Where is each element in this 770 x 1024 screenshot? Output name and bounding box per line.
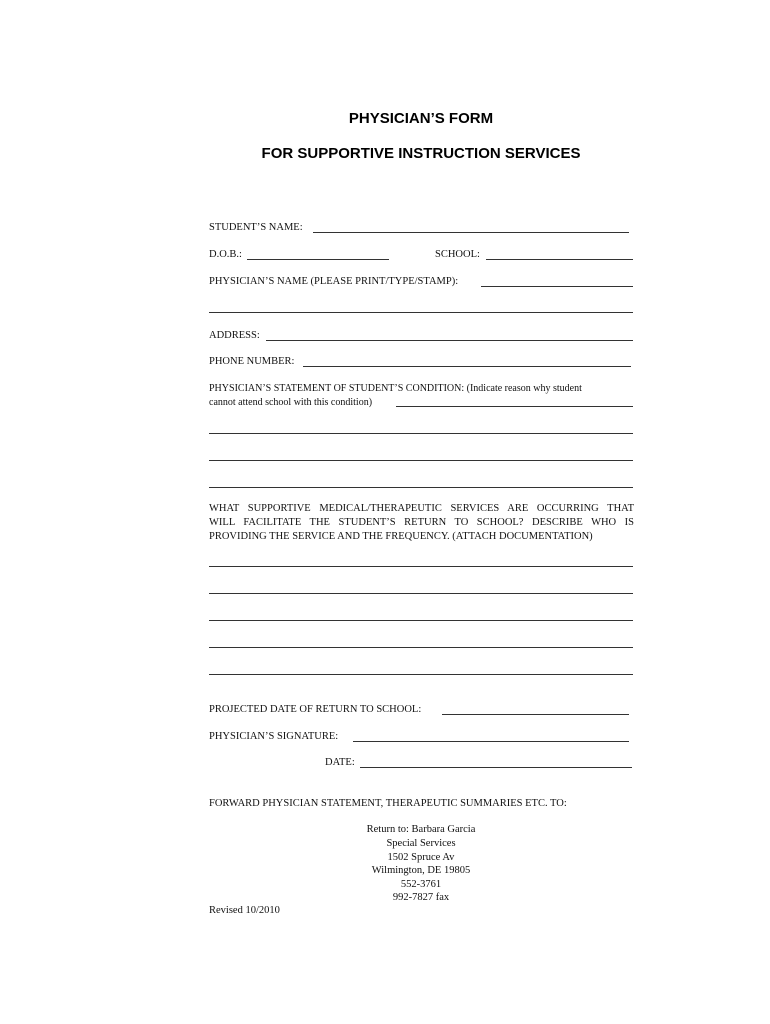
dob-field[interactable]: [247, 259, 389, 260]
condition-field-4[interactable]: [209, 487, 633, 488]
services-field-3[interactable]: [209, 620, 633, 621]
condition-field-1[interactable]: [396, 406, 633, 407]
form-subtitle: FOR SUPPORTIVE INSTRUCTION SERVICES: [261, 145, 581, 162]
dob-label: D.O.B.:: [209, 249, 242, 260]
condition-label-line2: cannot attend school with this condition): [209, 397, 373, 408]
form-title: PHYSICIAN’S FORM: [348, 110, 494, 127]
services-question-line2: WILL FACILITATE THE STUDENT’S RETURN TO SCHOOL? DESCRIBE WHO IS: [209, 517, 634, 528]
student-name-label: STUDENT’S NAME:: [209, 222, 303, 233]
services-question-line1: WHAT SUPPORTIVE MEDICAL/THERAPEUTIC SERVICES ARE OCCURRING THAT: [209, 503, 634, 514]
address-label: ADDRESS:: [209, 330, 260, 341]
forward-instruction: FORWARD PHYSICIAN STATEMENT, THERAPEUTIC SUMMARIES ETC. TO:: [209, 798, 567, 809]
phone-field[interactable]: [303, 366, 631, 367]
services-field-4[interactable]: [209, 647, 633, 648]
student-name-field[interactable]: [313, 232, 629, 233]
contact-department: Special Services: [386, 838, 456, 849]
condition-label-line1: PHYSICIAN’S STATEMENT OF STUDENT’S CONDITION: (Indicate reason why student: [209, 383, 582, 394]
contact-fax: 992-7827 fax: [392, 892, 450, 903]
condition-field-3[interactable]: [209, 460, 633, 461]
signature-field[interactable]: [353, 741, 629, 742]
condition-field-2[interactable]: [209, 433, 633, 434]
contact-city: Wilmington, DE 19805: [371, 865, 471, 876]
return-date-field[interactable]: [442, 714, 629, 715]
services-field-5[interactable]: [209, 674, 633, 675]
physician-name-field-continued[interactable]: [209, 312, 633, 313]
school-field[interactable]: [486, 259, 633, 260]
contact-return-to: Return to: Barbara Garcia: [366, 824, 476, 835]
date-label: DATE:: [325, 757, 355, 768]
return-date-label: PROJECTED DATE OF RETURN TO SCHOOL:: [209, 704, 422, 715]
phone-label: PHONE NUMBER:: [209, 356, 295, 367]
contact-street: 1502 Spruce Av: [387, 852, 455, 863]
physician-name-field[interactable]: [481, 286, 633, 287]
services-question-line3: PROVIDING THE SERVICE AND THE FREQUENCY. (ATTACH DOCUMENTATION): [209, 531, 593, 542]
contact-phone: 552-3761: [400, 879, 442, 890]
school-label: SCHOOL:: [435, 249, 480, 260]
signature-label: PHYSICIAN’S SIGNATURE:: [209, 731, 339, 742]
address-field[interactable]: [266, 340, 633, 341]
date-field[interactable]: [360, 767, 632, 768]
services-field-2[interactable]: [209, 593, 633, 594]
revised-date: Revised 10/2010: [209, 905, 280, 916]
services-field-1[interactable]: [209, 566, 633, 567]
physician-name-label: PHYSICIAN’S NAME (PLEASE PRINT/TYPE/STAMP):: [209, 276, 459, 287]
